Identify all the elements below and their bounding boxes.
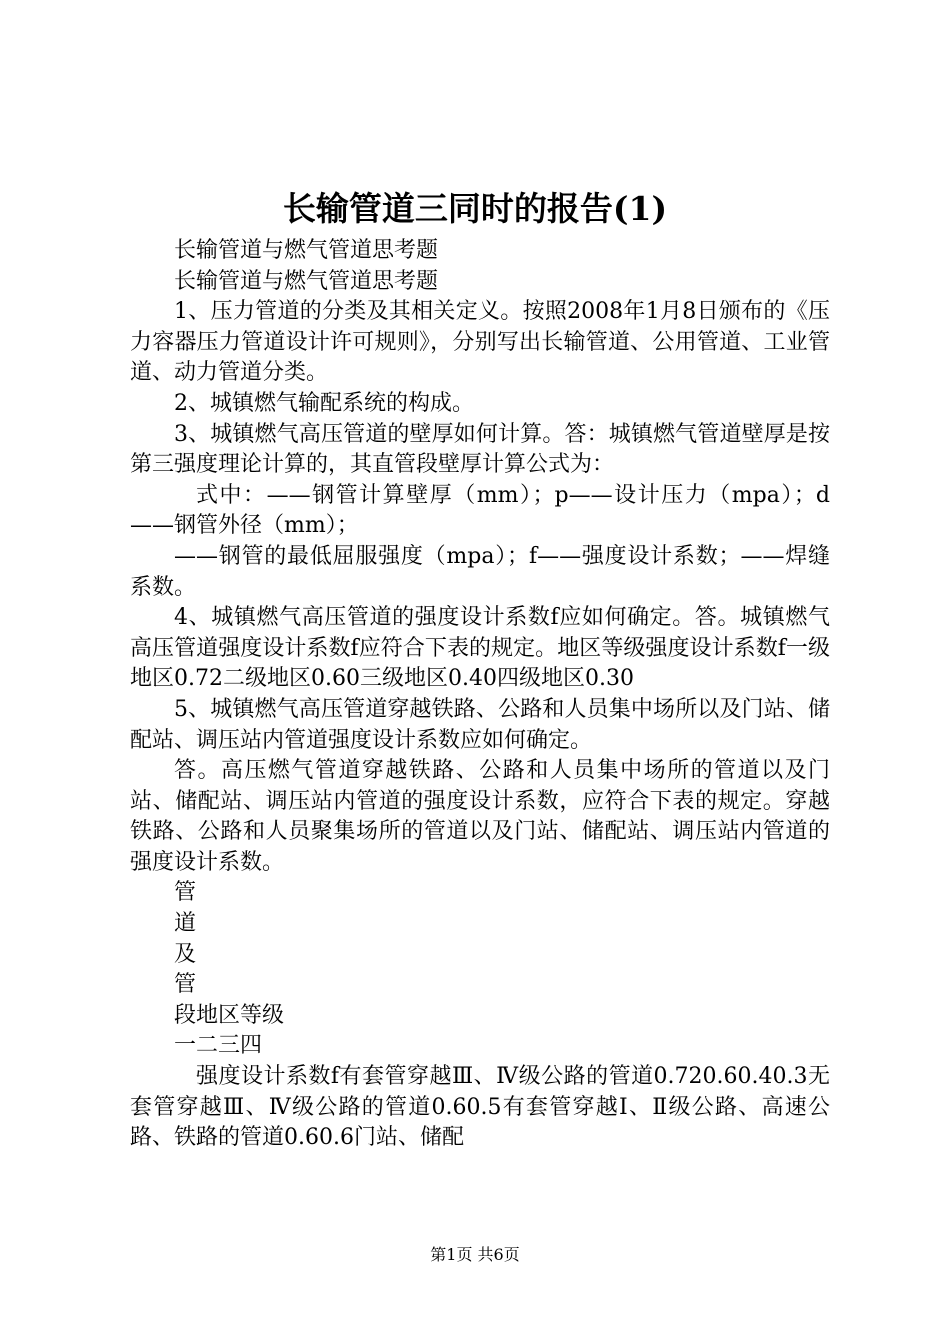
paragraph: 管 (174, 880, 197, 906)
paragraph: 管 (174, 972, 197, 998)
paragraph: 长输管道与燃气管道思考题 (174, 238, 439, 263)
paragraph: 4、城镇燃气高压管道的强度设计系数f应如何确定。答。城镇燃气高压管道强度设计系数f应符合下表的规定。地区等级强度设计系数f一级地区0.72二级地区0.60三级地区0.40四级地区0.30 (130, 605, 830, 692)
paragraph: 一二三四 (174, 1033, 263, 1059)
page-footer: 第1页 共6页 (430, 1245, 520, 1264)
document-body (130, 236, 830, 1154)
paragraph: 及 (174, 941, 197, 967)
paragraph: 2、城镇燃气输配系统的构成。 (174, 390, 474, 416)
paragraph: ——钢管的最低屈服强度（mpa）；f——强度设计系数；——焊缝系数。 (130, 543, 830, 600)
paragraph: 长输管道与燃气管道思考题 (174, 268, 439, 294)
paragraph: 强度设计系数f有套管穿越Ⅲ、Ⅳ级公路的管道0.720.60.40.3无套管穿越Ⅲ、Ⅳ级公路的管道0.60.5有套管穿越Ⅰ、Ⅱ级公路、高速公路、铁路的管道0.60.6门站、储配 (130, 1064, 830, 1151)
paragraph: 1、压力管道的分类及其相关定义。按照2008年1月8日颁布的《压力容器压力管道设计许可规则》，分别写出长输管道、公用管道、工业管道、动力管道分类。 (130, 299, 830, 386)
paragraph: 道 (174, 911, 197, 937)
document-title: 长输管道三同时的报告(1) (282, 189, 668, 228)
paragraph: 5、城镇燃气高压管道穿越铁路、公路和人员集中场所以及门站、储配站、调压站内管道强度设计系数应如何确定。 (130, 696, 830, 753)
paragraph: 答。高压燃气管道穿越铁路、公路和人员集中场所的管道以及门站、储配站、调压站内管道的强度设计系数，应符合下表的规定。穿越铁路、公路和人员聚集场所的管道以及门站、储配站、调压站内管道的强度设计系数。 (130, 758, 830, 875)
paragraph: 段地区等级 (174, 1002, 285, 1028)
paragraph: 式中：——钢管计算壁厚（mm）；p——设计压力（mpa）；d——钢管外径（mm）； (130, 482, 830, 539)
paragraph: 3、城镇燃气高压管道的壁厚如何计算。答：城镇燃气管道壁厚是按第三强度理论计算的，其直管段壁厚计算公式为： (130, 421, 830, 478)
